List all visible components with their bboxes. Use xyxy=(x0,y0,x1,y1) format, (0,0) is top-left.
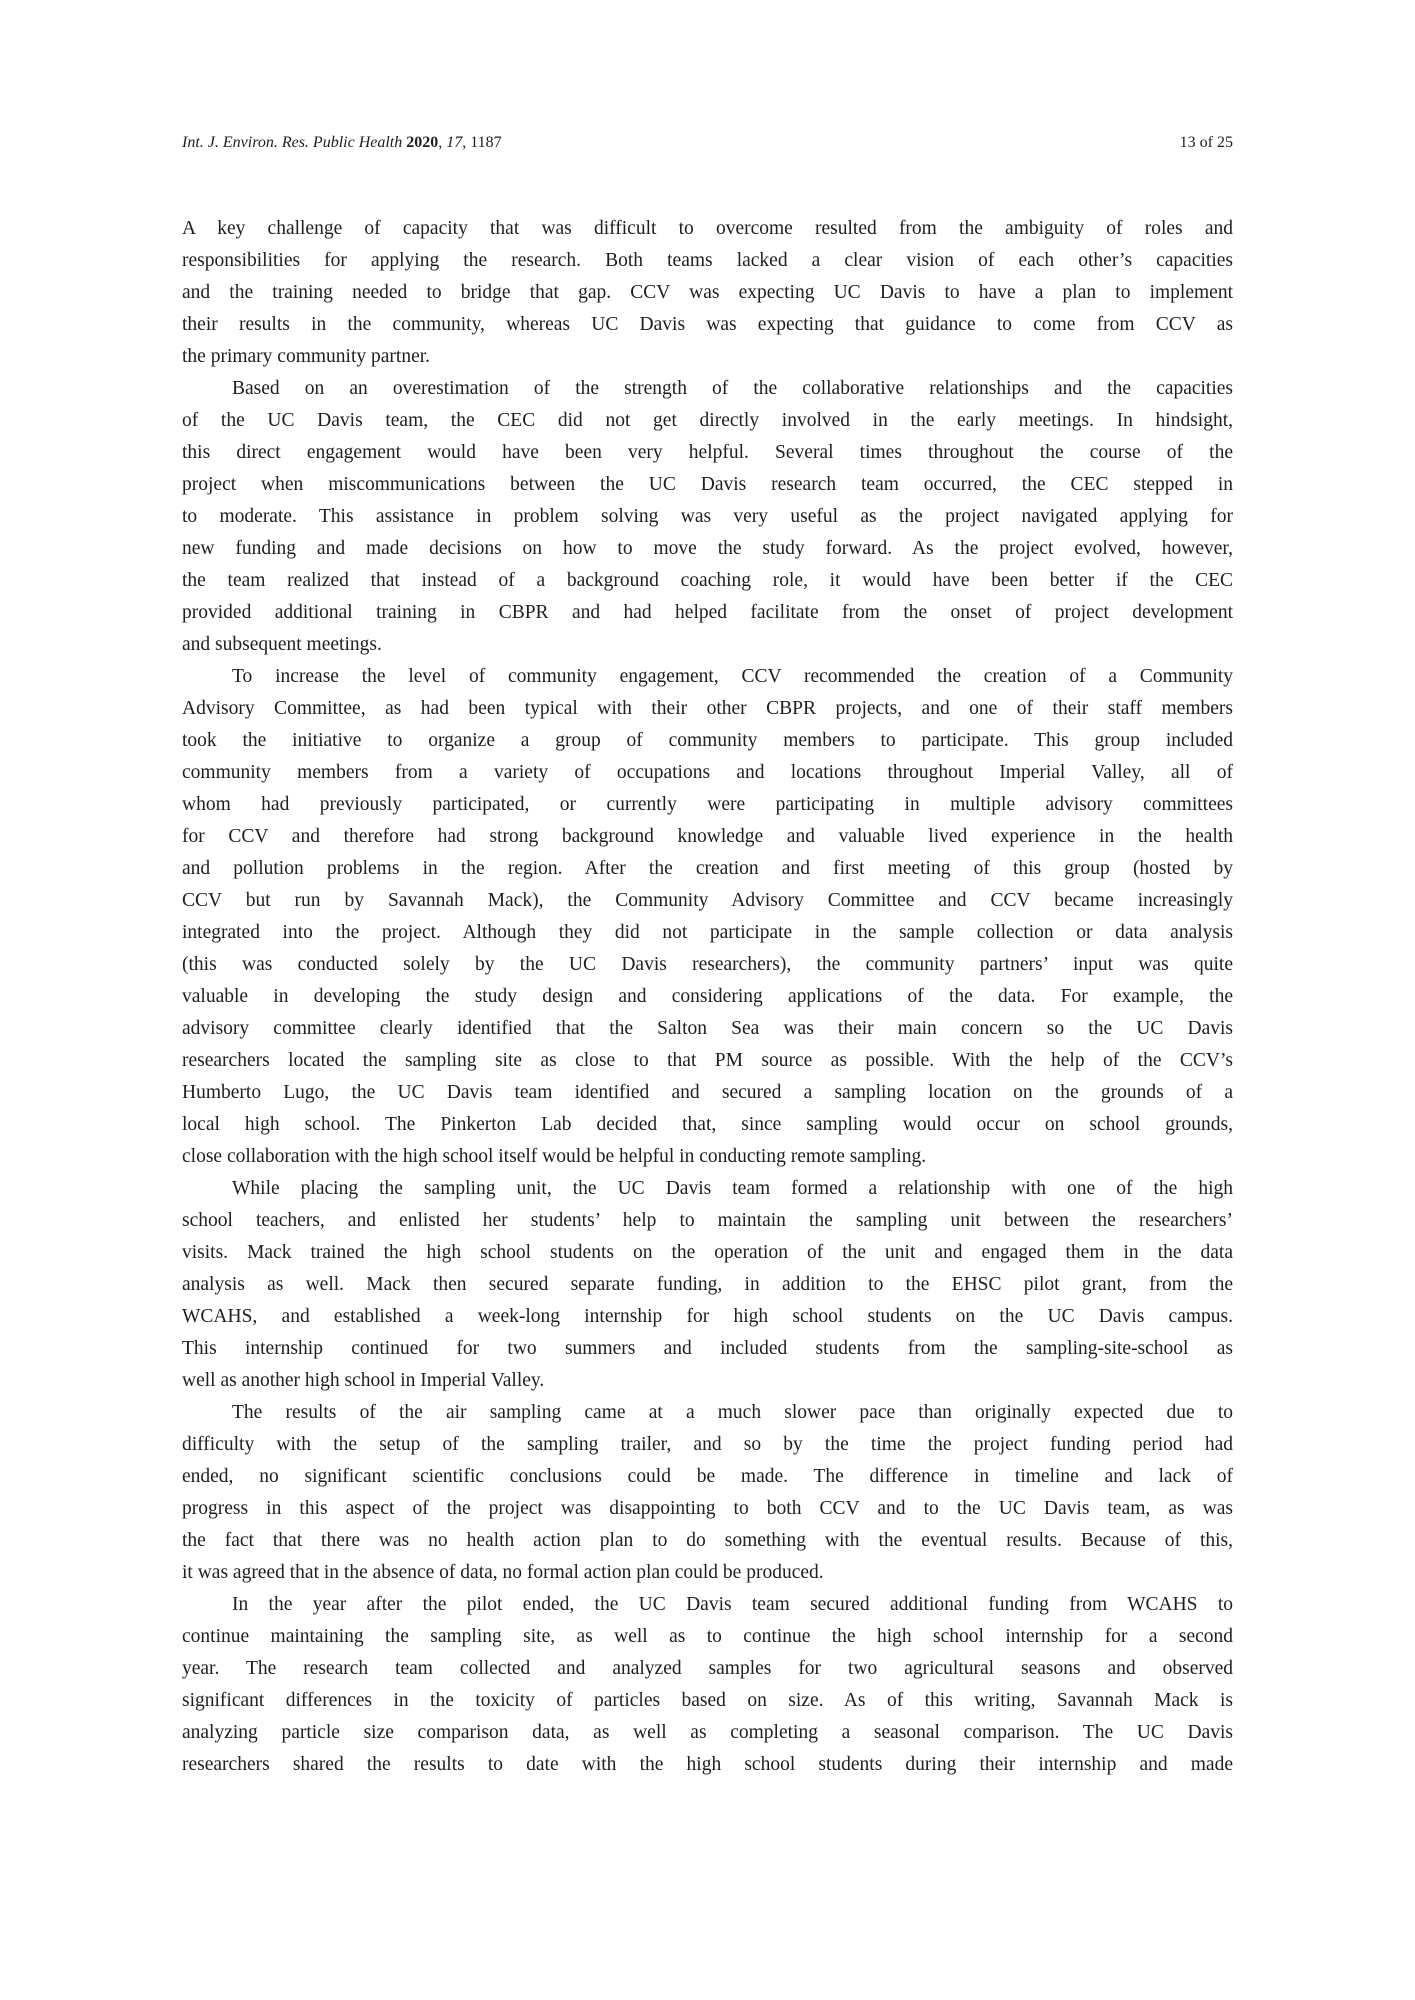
citation-segment: 17 xyxy=(446,134,463,151)
text-line: In the year after the pilot ended, the UC Davis team secured additional funding from WCAHS to xyxy=(232,1594,1233,1615)
text-line: (this was conducted solely by the UC Davis researchers), the community partners’ input was quite xyxy=(182,954,1233,975)
text-line: took the initiative to organize a group of community members to participate. This group included xyxy=(182,730,1233,751)
text-line: and pollution problems in the region. After the creation and first meeting of this group (hosted by xyxy=(182,858,1233,879)
text-line: year. The research team collected and analyzed samples for two agricultural seasons and observed xyxy=(182,1658,1233,1679)
text-line: A key challenge of capacity that was difficult to overcome resulted from the ambiguity of roles and xyxy=(182,218,1233,239)
text-line: analyzing particle size comparison data, as well as completing a seasonal comparison. The UC Davis xyxy=(182,1722,1233,1743)
text-line: of the UC Davis team, the CEC did not get directly involved in the early meetings. In hindsight, xyxy=(182,410,1233,431)
text-line: Humberto Lugo, the UC Davis team identified and secured a sampling location on the grounds of a xyxy=(182,1082,1233,1103)
text-line: well as another high school in Imperial Valley. xyxy=(182,1370,545,1391)
text-line: While placing the sampling unit, the UC Davis team formed a relationship with one of the high xyxy=(232,1178,1233,1199)
paragraph xyxy=(182,1589,1233,1781)
text-line: This internship continued for two summers and included students from the sampling-site-school as xyxy=(182,1338,1233,1359)
text-line: progress in this aspect of the project was disappointing to both CCV and to the UC Davis team, as was xyxy=(182,1498,1233,1519)
text-line: To increase the level of community engagement, CCV recommended the creation of a Community xyxy=(232,666,1233,687)
text-line: researchers shared the results to date with the high school students during their internship and made xyxy=(182,1754,1233,1775)
paragraph xyxy=(182,373,1233,661)
paragraph xyxy=(182,213,1233,373)
text-line: Advisory Committee, as had been typical with their other CBPR projects, and one of their staff members xyxy=(182,698,1233,719)
text-line: their results in the community, whereas UC Davis was expecting that guidance to come from CCV as xyxy=(182,314,1233,335)
text-line: local high school. The Pinkerton Lab decided that, since sampling would occur on school grounds, xyxy=(182,1114,1233,1135)
paragraph xyxy=(182,661,1233,1173)
text-line: for CCV and therefore had strong background knowledge and valuable lived experience in the health xyxy=(182,826,1233,847)
text-line: this direct engagement would have been very helpful. Several times throughout the course of the xyxy=(182,442,1233,463)
text-line: integrated into the project. Although they did not participate in the sample collection or data analysis xyxy=(182,922,1233,943)
text-line: advisory committee clearly identified that the Salton Sea was their main concern so the UC Davis xyxy=(182,1018,1233,1039)
text-line: CCV but run by Savannah Mack), the Community Advisory Committee and CCV became increasingly xyxy=(182,890,1233,911)
page-number-indicator: 13 of 25 xyxy=(1179,134,1233,151)
text-line: visits. Mack trained the high school students on the operation of the unit and engaged them in the data xyxy=(182,1242,1233,1263)
text-line: and the training needed to bridge that gap. CCV was expecting UC Davis to have a plan to implement xyxy=(182,282,1233,303)
text-line: WCAHS, and established a week-long internship for high school students on the UC Davis campus. xyxy=(182,1306,1233,1327)
paragraph xyxy=(182,1173,1233,1397)
text-line: close collaboration with the high school itself would be helpful in conducting remote sampling. xyxy=(182,1146,927,1167)
text-line: school teachers, and enlisted her students’ help to maintain the sampling unit between the researchers’ xyxy=(182,1210,1233,1231)
text-line: researchers located the sampling site as close to that PM source as possible. With the help of the CCV’s xyxy=(182,1050,1233,1071)
text-line: The results of the air sampling came at a much slower pace than originally expected due to xyxy=(232,1402,1233,1423)
text-line: project when miscommunications between the UC Davis research team occurred, the CEC stepped in xyxy=(182,474,1233,495)
text-line: it was agreed that in the absence of data, no formal action plan could be produced. xyxy=(182,1562,824,1583)
journal-citation xyxy=(182,132,502,154)
text-line: and subsequent meetings. xyxy=(182,634,382,655)
text-line: responsibilities for applying the research. Both teams lacked a clear vision of each other’s capacities xyxy=(182,250,1233,271)
paragraph xyxy=(182,1397,1233,1589)
text-line: to moderate. This assistance in problem solving was very useful as the project navigated applying for xyxy=(182,506,1233,527)
text-line: significant differences in the toxicity of particles based on size. As of this writing, Savannah Mack is xyxy=(182,1690,1233,1711)
citation-segment: , 1187 xyxy=(462,134,502,151)
text-line: ended, no significant scientific conclusions could be made. The difference in timeline and lack of xyxy=(182,1466,1233,1487)
text-line: Based on an overestimation of the strength of the collaborative relationships and the capacities xyxy=(232,378,1233,399)
text-line: the fact that there was no health action plan to do something with the eventual results. Because of this, xyxy=(182,1530,1233,1551)
page-header xyxy=(182,132,1233,154)
citation-segment: Int. J. Environ. Res. Public Health xyxy=(182,134,407,151)
text-line: analysis as well. Mack then secured separate funding, in addition to the EHSC pilot grant, from the xyxy=(182,1274,1233,1295)
text-line: community members from a variety of occupations and locations throughout Imperial Valley, all of xyxy=(182,762,1233,783)
text-line: the primary community partner. xyxy=(182,346,431,367)
text-line: whom had previously participated, or currently were participating in multiple advisory committees xyxy=(182,794,1233,815)
text-line: continue maintaining the sampling site, as well as to continue the high school internship for a second xyxy=(182,1626,1233,1647)
citation-segment: 2020 xyxy=(406,134,439,151)
text-line: provided additional training in CBPR and had helped facilitate from the onset of project development xyxy=(182,602,1233,623)
citation-segment: , xyxy=(438,134,447,151)
text-line: valuable in developing the study design and considering applications of the data. For example, the xyxy=(182,986,1233,1007)
text-line: the team realized that instead of a background coaching role, it would have been better if the CEC xyxy=(182,570,1233,591)
text-line: new funding and made decisions on how to move the study forward. As the project evolved, however, xyxy=(182,538,1233,559)
article-body xyxy=(182,213,1233,1781)
text-line: difficulty with the setup of the sampling trailer, and so by the time the project funding period had xyxy=(182,1434,1233,1455)
